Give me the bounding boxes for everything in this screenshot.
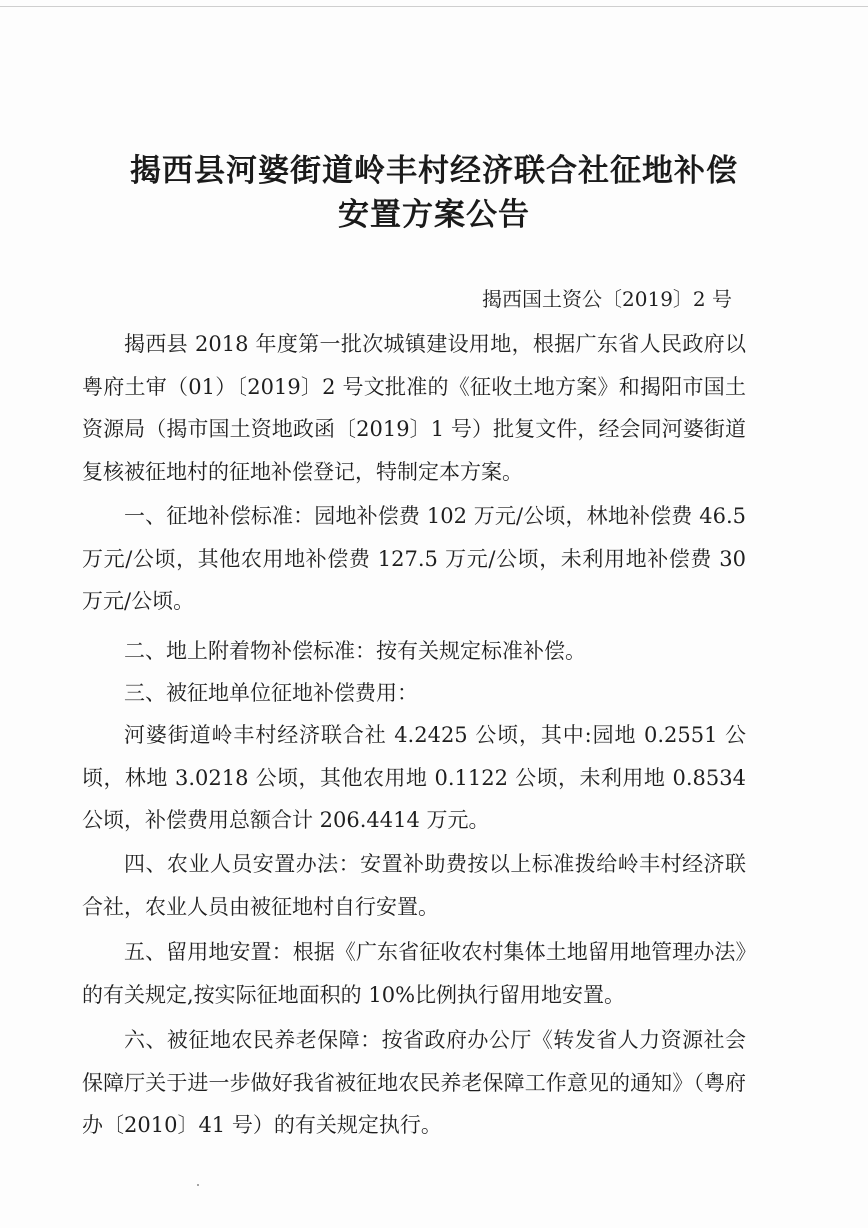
paragraph-reserved-land: 五、留用地安置：根据《广东省征收农村集体土地留用地管理办法》的有关规定,按实际征地面积的 10%比例执行留用地安置。 <box>82 940 746 1007</box>
document-number: 揭西国土资公〔2019〕2 号 <box>482 287 732 311</box>
document-title-line-1: 揭西县河婆街道岭丰村经济联合社征地补偿 <box>130 153 738 189</box>
scan-speck <box>197 1184 199 1186</box>
paragraph-pension: 六、被征地农民养老保障：按省政府办公厅《转发省人力资源社会保障厅关于进一步做好我省被征地农民养老保障工作意见的通知》（粤府办〔2010〕41 号）的有关规定执行。 <box>82 1028 746 1137</box>
paragraph-resettlement: 四、农业人员安置办法：安置补助费按以上标准拨给岭丰村经济联合社，农业人员由被征地村自行安置。 <box>82 852 746 919</box>
paragraph-intro: 揭西县 2018 年度第一批次城镇建设用地，根据广东省人民政府以粤府土审（01）〔2019〕2 号文批准的《征收土地方案》和揭阳市国土资源局（揭市国土资地政函〔2019〕1 号）批复文件，经会同河婆街道复核被征地村的征地补偿登记，特制定本方案。 <box>82 332 746 484</box>
scan-edge-line <box>0 6 868 7</box>
paragraph-compensation-fees-detail: 河婆街道岭丰村经济联合社 4.2425 公顷，其中:园地 0.2551 公顷，林地 3.0218 公顷，其他农用地 0.1122 公顷，未利用地 0.8534 公顷，补偿费用总额合计 206.4414 万元。 <box>82 723 746 832</box>
document-title-line-2: 安置方案公告 <box>338 197 530 233</box>
paragraph-compensation-standard: 一、征地补偿标准：园地补偿费 102 万元/公顷，林地补偿费 46.5 万元/公顷，其他农用地补偿费 127.5 万元/公顷，未利用地补偿费 30 万元/公顷。 <box>82 504 746 613</box>
paragraph-compensation-fees-heading: 三、被征地单位征地补偿费用： <box>124 681 418 705</box>
paragraph-attachment-standard: 二、地上附着物补偿标准：按有关规定标准补偿。 <box>124 639 586 663</box>
